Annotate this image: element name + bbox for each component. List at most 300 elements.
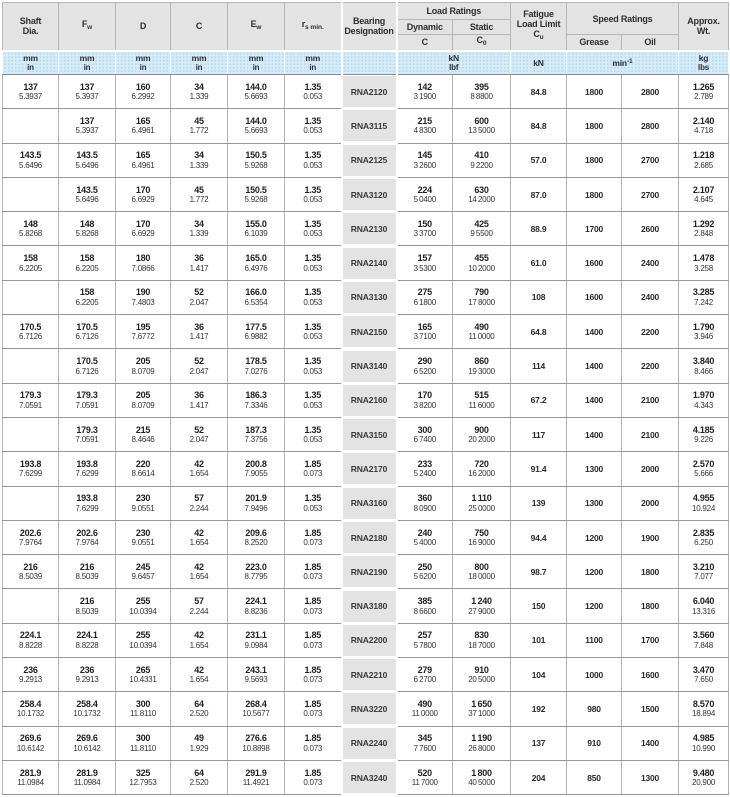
units-row (3, 51, 729, 75)
cell-weight: 1.970 4.343 (679, 383, 729, 417)
unit-d: mm in (116, 51, 171, 75)
cell-bearing-designation (342, 452, 397, 486)
cell-speed-oil: 1700 (622, 623, 679, 657)
cell-static-load: 910 20 5000 (453, 658, 511, 692)
cell-rs-min: 1.85 0.073 (285, 726, 342, 760)
cell-bearing-designation (342, 726, 397, 760)
cell-static-load: 1 110 25 0000 (453, 486, 511, 520)
cell-rs-min: 1.85 0.073 (285, 760, 342, 794)
cell-weight: 8.570 18.894 (679, 692, 729, 726)
table-row (3, 589, 729, 623)
table-row (3, 143, 729, 177)
col-header-bearing-designation: Bearing Designation (342, 3, 397, 51)
cell-speed-grease: 1600 (567, 280, 622, 314)
cell-d: 220 8.6614 (116, 452, 171, 486)
cell-fw: 143.5 5.6496 (59, 143, 116, 177)
cell-bearing-designation (342, 417, 397, 451)
col-header-fatigue-load-limit: Fatigue Load Limit $C_u$ (511, 3, 567, 51)
cell-c: 64 2.520 (171, 692, 228, 726)
cell-c: 42 1.654 (171, 452, 228, 486)
cell-dynamic-load: 157 3 5300 (397, 246, 453, 280)
cell-rs-min: 1.35 0.053 (285, 109, 342, 143)
cell-fatigue-load-limit: 61.0 (511, 246, 567, 280)
cell-weight: 1.265 2.789 (679, 75, 729, 109)
bearing-designation-label: RNA3240 (343, 762, 396, 793)
cell-speed-grease: 1300 (567, 486, 622, 520)
cell-ew: 223.0 8.7795 (228, 555, 285, 589)
cell-static-load: 1 800 40 5000 (453, 760, 511, 794)
cell-shaft-dia (3, 109, 59, 143)
unit-fatigue: kN (511, 51, 567, 75)
col-header-ew: $E_w$ (228, 3, 285, 51)
cell-rs-min: 1.35 0.053 (285, 75, 342, 109)
bearing-designation-label: RNA2200 (343, 625, 396, 656)
cell-c: 57 2.244 (171, 589, 228, 623)
bearing-designation-label: RNA2120 (343, 76, 396, 107)
unit-c: mm in (171, 51, 228, 75)
cell-ew: 165.0 6.4976 (228, 246, 285, 280)
cell-shaft-dia (3, 486, 59, 520)
cell-speed-oil: 2800 (622, 75, 679, 109)
table-row (3, 177, 729, 211)
cell-speed-oil: 2100 (622, 417, 679, 451)
cell-shaft-dia: 179.3 7.0591 (3, 383, 59, 417)
cell-fw: 216 8.5039 (59, 555, 116, 589)
cell-d: 180 7.0866 (116, 246, 171, 280)
cell-fw: 258.4 10.1732 (59, 692, 116, 726)
bearing-designation-label: RNA3150 (343, 419, 396, 450)
cell-fatigue-load-limit: 64.8 (511, 315, 567, 349)
cell-rs-min: 1.85 0.073 (285, 520, 342, 554)
bearing-designation-label: RNA3160 (343, 488, 396, 519)
cell-bearing-designation (342, 280, 397, 314)
cell-dynamic-load: 240 5 4000 (397, 520, 453, 554)
cell-weight: 3.470 7.650 (679, 658, 729, 692)
col-header-grease: Grease (567, 35, 622, 51)
bearing-designation-label: RNA3180 (343, 591, 396, 622)
cell-speed-oil: 2000 (622, 452, 679, 486)
col-header-dynamic-c: C (397, 35, 453, 51)
cell-static-load: 630 14 2000 (453, 177, 511, 211)
cell-ew: 187.3 7.3756 (228, 417, 285, 451)
bearing-designation-label: RNA3130 (343, 282, 396, 313)
cell-fw: 281.9 11.0984 (59, 760, 116, 794)
cell-bearing-designation (342, 246, 397, 280)
cell-dynamic-load: 257 5 7800 (397, 623, 453, 657)
cell-dynamic-load: 165 3 7100 (397, 315, 453, 349)
cell-dynamic-load: 215 4 8300 (397, 109, 453, 143)
cell-fw: 193.8 7.6299 (59, 452, 116, 486)
cell-speed-oil: 2600 (622, 212, 679, 246)
cell-fw: 137 5.3937 (59, 109, 116, 143)
cell-shaft-dia: 216 8.5039 (3, 555, 59, 589)
cell-fw: 170.5 6.7126 (59, 349, 116, 383)
cell-static-load: 425 9 5500 (453, 212, 511, 246)
cell-speed-oil: 2000 (622, 486, 679, 520)
cell-shaft-dia: 143.5 5.6496 (3, 143, 59, 177)
cell-c: 52 2.047 (171, 417, 228, 451)
cell-rs-min: 1.35 0.053 (285, 486, 342, 520)
cell-static-load: 410 9 2200 (453, 143, 511, 177)
unit-speed: $\min^{-1}$ (567, 51, 679, 75)
table-header (3, 3, 729, 75)
cell-static-load: 1 650 37 1000 (453, 692, 511, 726)
table-row (3, 417, 729, 451)
cell-fatigue-load-limit: 88.9 (511, 212, 567, 246)
table-row (3, 623, 729, 657)
cell-dynamic-load: 279 6 2700 (397, 658, 453, 692)
bearing-designation-label: RNA2180 (343, 522, 396, 553)
cell-shaft-dia: 258.4 10.1732 (3, 692, 59, 726)
cell-speed-oil: 2200 (622, 349, 679, 383)
cell-fatigue-load-limit: 98.7 (511, 555, 567, 589)
cell-speed-grease: 910 (567, 726, 622, 760)
cell-ew: 224.1 8.8236 (228, 589, 285, 623)
col-header-load-ratings: Load Ratings (397, 3, 511, 20)
cell-c: 45 1.772 (171, 177, 228, 211)
cell-d: 195 7.6772 (116, 315, 171, 349)
cell-c: 42 1.654 (171, 658, 228, 692)
cell-weight: 3.210 7.077 (679, 555, 729, 589)
cell-speed-oil: 1600 (622, 658, 679, 692)
cell-static-load: 1 190 26 8000 (453, 726, 511, 760)
cell-static-load: 455 10 2000 (453, 246, 511, 280)
cell-bearing-designation (342, 349, 397, 383)
cell-weight: 2.140 4.718 (679, 109, 729, 143)
cell-fatigue-load-limit: 87.0 (511, 177, 567, 211)
cell-bearing-designation (342, 486, 397, 520)
cell-rs-min: 1.85 0.073 (285, 692, 342, 726)
cell-static-load: 800 18 0000 (453, 555, 511, 589)
cell-rs-min: 1.85 0.073 (285, 555, 342, 589)
cell-speed-grease: 1400 (567, 349, 622, 383)
col-header-dynamic: Dynamic (397, 20, 453, 35)
cell-speed-grease: 980 (567, 692, 622, 726)
cell-rs-min: 1.35 0.053 (285, 349, 342, 383)
cell-c: 42 1.654 (171, 555, 228, 589)
col-header-shaft-dia: Shaft Dia. (3, 3, 59, 51)
col-header-c: C (171, 3, 228, 51)
cell-shaft-dia (3, 177, 59, 211)
cell-c: 45 1.772 (171, 109, 228, 143)
cell-static-load: 490 11 0000 (453, 315, 511, 349)
cell-d: 300 11.8110 (116, 692, 171, 726)
table-row (3, 109, 729, 143)
cell-dynamic-load: 275 6 1800 (397, 280, 453, 314)
cell-dynamic-load: 150 3 3700 (397, 212, 453, 246)
cell-rs-min: 1.35 0.053 (285, 212, 342, 246)
cell-speed-oil: 2400 (622, 280, 679, 314)
cell-fw: 179.3 7.0591 (59, 417, 116, 451)
cell-speed-grease: 1600 (567, 246, 622, 280)
cell-fw: 148 5.8268 (59, 212, 116, 246)
cell-d: 170 6.6929 (116, 177, 171, 211)
cell-rs-min: 1.35 0.053 (285, 417, 342, 451)
cell-fw: 179.3 7.0591 (59, 383, 116, 417)
cell-rs-min: 1.85 0.073 (285, 658, 342, 692)
cell-static-load: 860 19 3000 (453, 349, 511, 383)
cell-ew: 243.1 9.5693 (228, 658, 285, 692)
cell-dynamic-load: 360 8 0900 (397, 486, 453, 520)
table-row (3, 555, 729, 589)
cell-ew: 150.5 5.9268 (228, 143, 285, 177)
cell-fatigue-load-limit: 114 (511, 349, 567, 383)
cell-shaft-dia (3, 280, 59, 314)
cell-ew: 178.5 7.0276 (228, 349, 285, 383)
cell-ew: 177.5 6.9882 (228, 315, 285, 349)
cell-d: 300 11.8110 (116, 726, 171, 760)
cell-weight: 1.478 3.258 (679, 246, 729, 280)
bearing-designation-label: RNA3140 (343, 351, 396, 382)
cell-bearing-designation (342, 212, 397, 246)
cell-weight: 4.185 9.226 (679, 417, 729, 451)
col-header-speed-ratings: Speed Ratings (567, 3, 679, 35)
cell-dynamic-load: 290 6 5200 (397, 349, 453, 383)
cell-weight: 1.790 3.946 (679, 315, 729, 349)
col-header-fw: $F_w$ (59, 3, 116, 51)
cell-c: 52 2.047 (171, 280, 228, 314)
cell-speed-oil: 1800 (622, 555, 679, 589)
cell-c: 34 1.339 (171, 75, 228, 109)
cell-bearing-designation (342, 658, 397, 692)
cell-weight: 3.560 7.848 (679, 623, 729, 657)
bearing-designation-label: RNA3115 (343, 110, 396, 141)
cell-fatigue-load-limit: 139 (511, 486, 567, 520)
cell-fw: 236 9.2913 (59, 658, 116, 692)
unit-weight: kg lbs (679, 51, 729, 75)
cell-d: 165 6.4961 (116, 143, 171, 177)
cell-ew: 186.3 7.3346 (228, 383, 285, 417)
cell-fatigue-load-limit: 117 (511, 417, 567, 451)
cell-speed-grease: 1000 (567, 658, 622, 692)
cell-shaft-dia: 148 5.8268 (3, 212, 59, 246)
table-row (3, 246, 729, 280)
col-header-oil: Oil (622, 35, 679, 51)
cell-fatigue-load-limit: 94.4 (511, 520, 567, 554)
cell-shaft-dia: 269.6 10.6142 (3, 726, 59, 760)
cell-fatigue-load-limit: 57.0 (511, 143, 567, 177)
cell-bearing-designation (342, 760, 397, 794)
cell-speed-grease: 1800 (567, 143, 622, 177)
cell-speed-grease: 1400 (567, 383, 622, 417)
cell-speed-oil: 2700 (622, 177, 679, 211)
cell-fatigue-load-limit: 150 (511, 589, 567, 623)
cell-shaft-dia: 170.5 6.7126 (3, 315, 59, 349)
cell-bearing-designation (342, 555, 397, 589)
cell-bearing-designation (342, 315, 397, 349)
cell-d: 205 8.0709 (116, 383, 171, 417)
cell-shaft-dia (3, 349, 59, 383)
cell-static-load: 720 16 2000 (453, 452, 511, 486)
cell-bearing-designation (342, 589, 397, 623)
cell-fatigue-load-limit: 91.4 (511, 452, 567, 486)
cell-speed-grease: 850 (567, 760, 622, 794)
cell-bearing-designation (342, 143, 397, 177)
cell-shaft-dia: 202.6 7.9764 (3, 520, 59, 554)
cell-rs-min: 1.85 0.073 (285, 623, 342, 657)
table-body (3, 75, 729, 795)
cell-bearing-designation (342, 109, 397, 143)
cell-shaft-dia: 137 5.3937 (3, 75, 59, 109)
cell-weight: 2.107 4.645 (679, 177, 729, 211)
table-row (3, 383, 729, 417)
bearing-spec-table (2, 2, 729, 795)
cell-ew: 166.0 6.5354 (228, 280, 285, 314)
cell-speed-oil: 2400 (622, 246, 679, 280)
cell-ew: 150.5 5.9268 (228, 177, 285, 211)
cell-static-load: 750 16 9000 (453, 520, 511, 554)
cell-ew: 201.9 7.9496 (228, 486, 285, 520)
bearing-designation-label: RNA2170 (343, 453, 396, 484)
unit-load-ratings: kN lbf (397, 51, 511, 75)
cell-bearing-designation (342, 520, 397, 554)
cell-rs-min: 1.35 0.053 (285, 280, 342, 314)
unit-ew: mm in (228, 51, 285, 75)
cell-d: 205 8.0709 (116, 349, 171, 383)
cell-dynamic-load: 520 11 7000 (397, 760, 453, 794)
table-row (3, 280, 729, 314)
cell-static-load: 900 20 2000 (453, 417, 511, 451)
cell-shaft-dia: 158 6.2205 (3, 246, 59, 280)
cell-speed-grease: 1200 (567, 555, 622, 589)
cell-speed-grease: 1300 (567, 452, 622, 486)
cell-weight: 2.835 6.250 (679, 520, 729, 554)
bearing-designation-label: RNA2160 (343, 385, 396, 416)
cell-speed-oil: 1800 (622, 589, 679, 623)
col-header-static: Static (453, 20, 511, 35)
cell-bearing-designation (342, 177, 397, 211)
cell-shaft-dia: 224.1 8.8228 (3, 623, 59, 657)
cell-dynamic-load: 224 5 0400 (397, 177, 453, 211)
table-row (3, 486, 729, 520)
cell-fatigue-load-limit: 204 (511, 760, 567, 794)
cell-d: 265 10.4331 (116, 658, 171, 692)
cell-shaft-dia (3, 589, 59, 623)
cell-dynamic-load: 300 6 7400 (397, 417, 453, 451)
unit-designation-blank (342, 51, 397, 75)
cell-d: 190 7.4803 (116, 280, 171, 314)
cell-rs-min: 1.35 0.053 (285, 143, 342, 177)
cell-d: 170 6.6929 (116, 212, 171, 246)
cell-weight: 4.955 10.924 (679, 486, 729, 520)
cell-rs-min: 1.35 0.053 (285, 177, 342, 211)
cell-rs-min: 1.35 0.053 (285, 315, 342, 349)
cell-fatigue-load-limit: 108 (511, 280, 567, 314)
cell-fw: 224.1 8.8228 (59, 623, 116, 657)
unit-shaft: mm in (3, 51, 59, 75)
cell-c: 52 2.047 (171, 349, 228, 383)
cell-ew: 291.9 11.4921 (228, 760, 285, 794)
table-row (3, 75, 729, 109)
cell-c: 42 1.654 (171, 623, 228, 657)
cell-d: 165 6.4961 (116, 109, 171, 143)
bearing-designation-label: RNA2240 (343, 728, 396, 759)
cell-speed-oil: 1900 (622, 520, 679, 554)
bearing-designation-label: RNA2140 (343, 248, 396, 279)
cell-c: 49 1.929 (171, 726, 228, 760)
cell-fw: 158 6.2205 (59, 280, 116, 314)
cell-c: 34 1.339 (171, 212, 228, 246)
cell-fw: 269.6 10.6142 (59, 726, 116, 760)
cell-speed-oil: 1400 (622, 726, 679, 760)
cell-fatigue-load-limit: 192 (511, 692, 567, 726)
cell-weight: 1.218 2.685 (679, 143, 729, 177)
cell-fw: 202.6 7.9764 (59, 520, 116, 554)
cell-speed-grease: 1400 (567, 315, 622, 349)
table-row (3, 315, 729, 349)
table-row (3, 452, 729, 486)
cell-weight: 3.840 8.466 (679, 349, 729, 383)
bearing-designation-label: RNA2190 (343, 556, 396, 587)
cell-weight: 3.285 7.242 (679, 280, 729, 314)
cell-ew: 155.0 6.1039 (228, 212, 285, 246)
cell-speed-grease: 1200 (567, 589, 622, 623)
cell-ew: 268.4 10.5677 (228, 692, 285, 726)
bearing-designation-label: RNA2130 (343, 213, 396, 244)
cell-c: 34 1.339 (171, 143, 228, 177)
cell-shaft-dia: 236 9.2913 (3, 658, 59, 692)
cell-static-load: 600 13 5000 (453, 109, 511, 143)
cell-d: 255 10.0394 (116, 623, 171, 657)
cell-dynamic-load: 142 3 1900 (397, 75, 453, 109)
bearing-designation-label: RNA2150 (343, 316, 396, 347)
cell-ew: 209.6 8.2520 (228, 520, 285, 554)
cell-shaft-dia: 281.9 11.0984 (3, 760, 59, 794)
cell-dynamic-load: 145 3 2600 (397, 143, 453, 177)
cell-speed-grease: 1800 (567, 109, 622, 143)
col-header-rs-min: $r_{s min.}$ (285, 3, 342, 51)
bearing-designation-label: RNA2210 (343, 659, 396, 690)
cell-fatigue-load-limit: 137 (511, 726, 567, 760)
cell-ew: 144.0 5.6693 (228, 75, 285, 109)
unit-rs: mm in (285, 51, 342, 75)
cell-c: 57 2.244 (171, 486, 228, 520)
bearing-designation-label: RNA3220 (343, 693, 396, 724)
cell-shaft-dia (3, 417, 59, 451)
cell-ew: 276.6 10.8898 (228, 726, 285, 760)
cell-speed-grease: 1800 (567, 177, 622, 211)
unit-fw: mm in (59, 51, 116, 75)
cell-weight: 6.040 13.316 (679, 589, 729, 623)
cell-dynamic-load: 490 11 0000 (397, 692, 453, 726)
cell-fatigue-load-limit: 101 (511, 623, 567, 657)
cell-rs-min: 1.35 0.053 (285, 383, 342, 417)
cell-weight: 4.985 10.990 (679, 726, 729, 760)
cell-c: 64 2.520 (171, 760, 228, 794)
cell-speed-oil: 2700 (622, 143, 679, 177)
cell-ew: 144.0 5.6693 (228, 109, 285, 143)
cell-fw: 170.5 6.7126 (59, 315, 116, 349)
cell-static-load: 790 17 8000 (453, 280, 511, 314)
cell-fatigue-load-limit: 84.8 (511, 75, 567, 109)
cell-d: 230 9.0551 (116, 520, 171, 554)
col-header-static-c0: $C_0$ (453, 35, 511, 51)
col-header-d: D (116, 3, 171, 51)
cell-fatigue-load-limit: 84.8 (511, 109, 567, 143)
cell-static-load: 395 8 8800 (453, 75, 511, 109)
cell-d: 160 6.2992 (116, 75, 171, 109)
cell-dynamic-load: 170 3 8200 (397, 383, 453, 417)
cell-c: 36 1.417 (171, 383, 228, 417)
cell-d: 215 8.4646 (116, 417, 171, 451)
cell-weight: 9.480 20.900 (679, 760, 729, 794)
table-row (3, 349, 729, 383)
bearing-designation-label: RNA3120 (343, 179, 396, 210)
cell-speed-grease: 1800 (567, 75, 622, 109)
cell-speed-oil: 2800 (622, 109, 679, 143)
cell-speed-oil: 1500 (622, 692, 679, 726)
cell-fw: 158 6.2205 (59, 246, 116, 280)
